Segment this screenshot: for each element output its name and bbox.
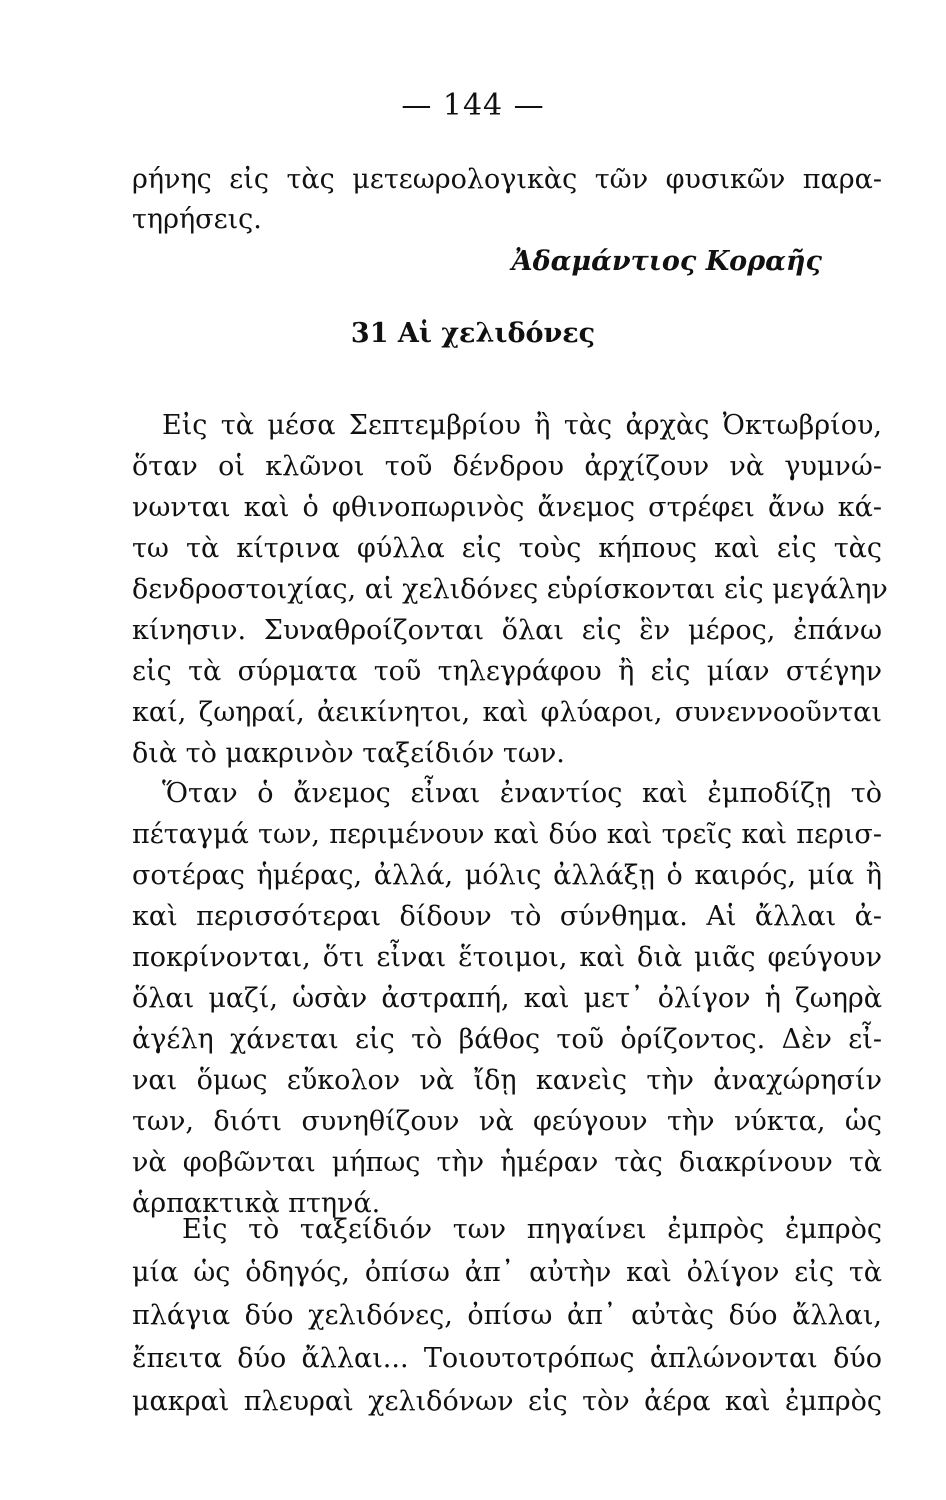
text-line: τω τὰ κίτρινα φύλλα εἰς τοὺς κήπους καὶ εἰς τὰς [132, 533, 882, 564]
text-line: πλάγια δύο χελιδόνες, ὀπίσω ἀπ᾽ αὐτὰς δύο ἄλλαι, [132, 1300, 882, 1331]
text-line: των, διότι συνηθίζουν νὰ φεύγουν τὴν νύκτα, ὡς [132, 1106, 882, 1137]
text-line: νωνται καὶ ὁ φθινοπωρινὸς ἄνεμος στρέφει ἄνω κά- [132, 492, 882, 523]
text-line: κίνησιν. Συναθροίζονται ὅλαι εἰς ἓν μέρος, ἐπάνω [132, 615, 882, 646]
text-line: τηρήσεις. [132, 204, 262, 235]
text-line: νὰ φοβῶνται μήπως τὴν ἡμέραν τὰς διακρίνουν τὰ [132, 1147, 882, 1178]
text-line: ἁρπακτικὰ πτηνά. [132, 1188, 381, 1219]
text-line: ποκρίνονται, ὅτι εἶναι ἕτοιμοι, καὶ διὰ μιᾶς φεύγουν [132, 942, 882, 973]
page-number: — 144 — [401, 88, 545, 123]
text-line: εἰς τὰ σύρματα τοῦ τηλεγράφου ἢ εἰς μίαν στέγην [132, 656, 882, 687]
text-line: σοτέρας ἡμέρας, ἀλλά, μόλις ἀλλάξῃ ὁ καιρός, μία ἢ [132, 860, 882, 891]
text-line: ὅταν οἱ κλῶνοι τοῦ δένδρου ἀρχίζουν νὰ γυμνώ- [132, 451, 882, 482]
text-line: μία ὡς ὁδηγός, ὀπίσω ἀπ᾽ αὐτὴν καὶ ὀλίγον εἰς τὰ [132, 1257, 882, 1288]
text-line: ἔπειτα δύο ἄλλαι... Τοιουτοτρόπως ἁπλώνονται δύο [132, 1343, 882, 1374]
text-line: καὶ περισσότεραι δίδουν τὸ σύνθημα. Αἱ ἄλλαι ἀ- [132, 901, 882, 932]
text-line: δενδροστοιχίας, αἱ χελιδόνες εὑρίσκονται εἰς μεγάλην [132, 574, 888, 605]
text-line: ὅλαι μαζί, ὡσὰν ἀστραπή, καὶ μετ᾽ ὀλίγον ἡ ζωηρὰ [132, 983, 882, 1014]
author-attribution: Ἀδαμάντιος Κοραῆς [511, 246, 822, 277]
text-line: διὰ τὸ μακρινὸν ταξείδιόν των. [132, 738, 565, 769]
text-line: Εἰς τὸ ταξείδιόν των πηγαίνει ἐμπρὸς ἐμπρὸς [182, 1214, 882, 1245]
text-line: καί, ζωηραί, ἀεικίνητοι, καὶ φλύαροι, συνεννοοῦνται [132, 697, 882, 728]
text-line: Εἰς τὰ μέσα Σεπτεμβρίου ἢ τὰς ἀρχὰς Ὀκτωβρίου, [162, 410, 882, 441]
text-line: ἀγέλη χάνεται εἰς τὸ βάθος τοῦ ὁρίζοντος. Δὲν εἶ- [132, 1024, 882, 1055]
text-line: πέταγμά των, περιμένουν καὶ δύο καὶ τρεῖς καὶ περισ- [132, 819, 882, 850]
section-heading: 31 Αἱ χελιδόνες [350, 318, 596, 349]
text-line: ναι ὅμως εὔκολον νὰ ἴδῃ κανεὶς τὴν ἀναχώρησίν [132, 1065, 882, 1096]
text-line: ρήνης εἰς τὰς μετεωρολογικὰς τῶν φυσικῶν παρα- [132, 164, 882, 195]
text-line: Ὅταν ὁ ἄνεμος εἶναι ἐναντίος καὶ ἐμποδίζῃ τὸ [162, 778, 882, 809]
text-line: μακραὶ πλευραὶ χελιδόνων εἰς τὸν ἀέρα καὶ ἐμπρὸς [132, 1386, 882, 1417]
